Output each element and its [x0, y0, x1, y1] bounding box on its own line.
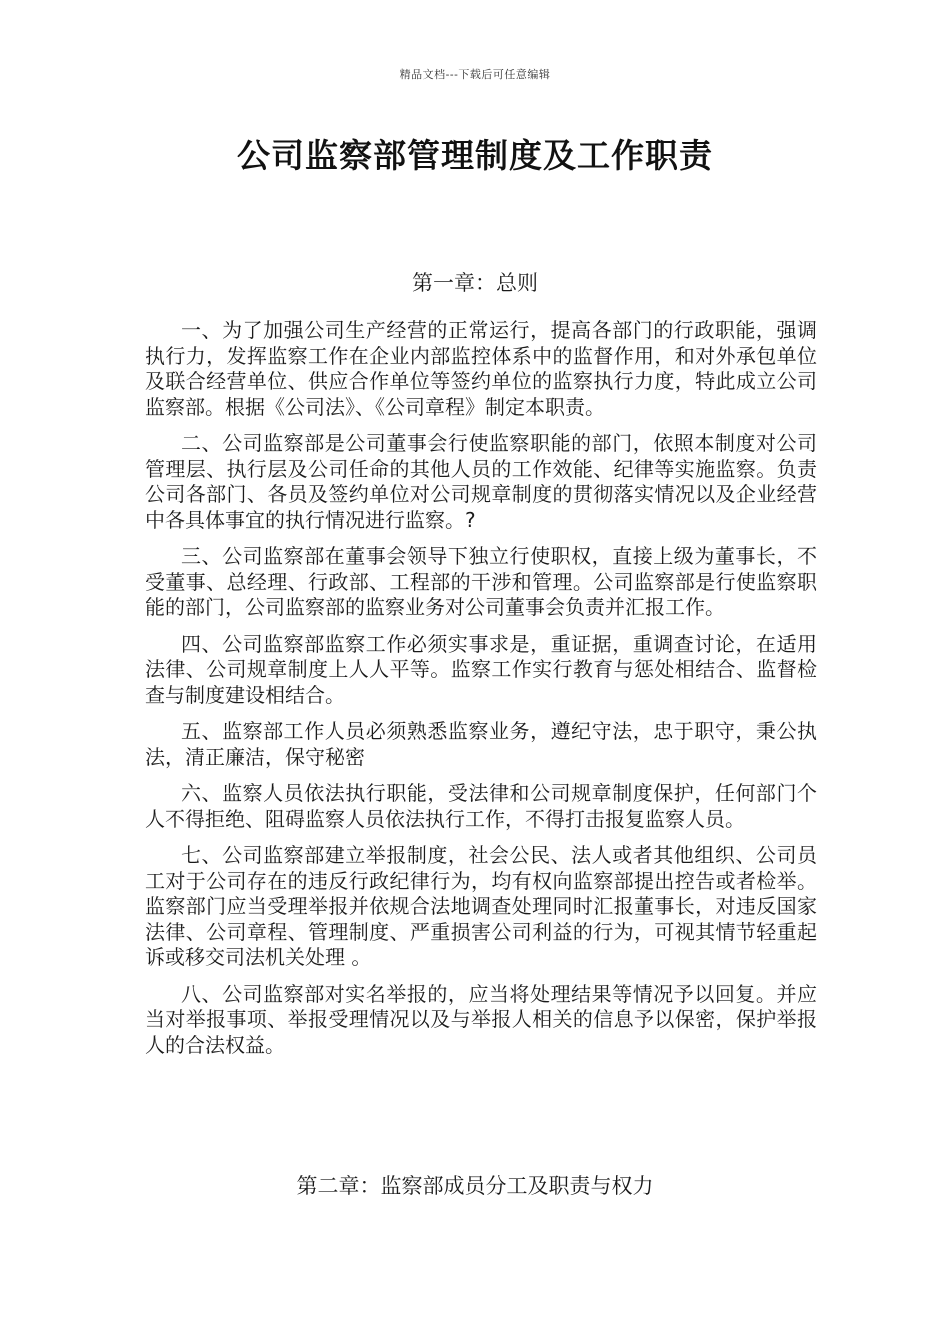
chapter-1-body [145, 318, 817, 1069]
paragraph-5: 五、监察部工作人员必须熟悉监察业务，遵纪守法，忠于职守，秉公执法，清正廉洁，保守秘密 [145, 719, 817, 769]
document-title: 公司监察部管理制度及工作职责 [237, 136, 713, 175]
paragraph-1: 一、为了加强公司生产经营的正常运行，提高各部门的行政职能，强调执行力，发挥监察工作在企业内部监控体系中的监督作用，和对外承包单位及联合经营单位、供应合作单位等签约单位的监察执行力度，特此成立公司监察部。根据《公司法》、《公司章程》制定本职责。 [145, 318, 817, 419]
paragraph-8: 八、公司监察部对实名举报的，应当将处理结果等情况予以回复。并应当对举报事项、举报受理情况以及与举报人相关的信息予以保密，保护举报人的合法权益。 [145, 981, 817, 1057]
paragraph-2: 二、公司监察部是公司董事会行使监察职能的部门，依照本制度对公司管理层、执行层及公司任命的其他人员的工作效能、纪律等实施监察。负责公司各部门、各员及签约单位对公司规章制度的贯彻落实情况以及企业经营中各具体事宜的执行情况进行监察。? [145, 431, 817, 532]
chapter-2-heading: 第二章：监察部成员分工及职责与权力 [296, 1174, 654, 1198]
paragraph-7: 七、公司监察部建立举报制度，社会公民、法人或者其他组织、公司员工对于公司存在的违反行政纪律行为，均有权向监察部提出控告或者检举。监察部门应当受理举报并依规合法地调查处理同时汇报董事长，对违反国家法律、公司章程、管理制度、严重损害公司利益的行为，可视其情节轻重起诉或移交司法机关处理 。 [145, 843, 817, 969]
chapter-1-heading: 第一章：总则 [412, 271, 538, 295]
header-note: 精品文档---下载后可任意编辑 [399, 68, 551, 81]
paragraph-4: 四、公司监察部监察工作必须实事求是，重证据，重调查讨论，在适用法律、公司规章制度上人人平等。监察工作实行教育与惩处相结合、监督检查与制度建设相结合。 [145, 631, 817, 707]
paragraph-3: 三、公司监察部在董事会领导下独立行使职权，直接上级为董事长，不受董事、总经理、行政部、工程部的干涉和管理。公司监察部是行使监察职能的部门，公司监察部的监察业务对公司董事会负责并汇报工作。 [145, 544, 817, 619]
paragraph-6: 六、监察人员依法执行职能，受法律和公司规章制度保护，任何部门个人不得拒绝、阻碍监察人员依法执行工作，不得打击报复监察人员。 [145, 781, 817, 831]
